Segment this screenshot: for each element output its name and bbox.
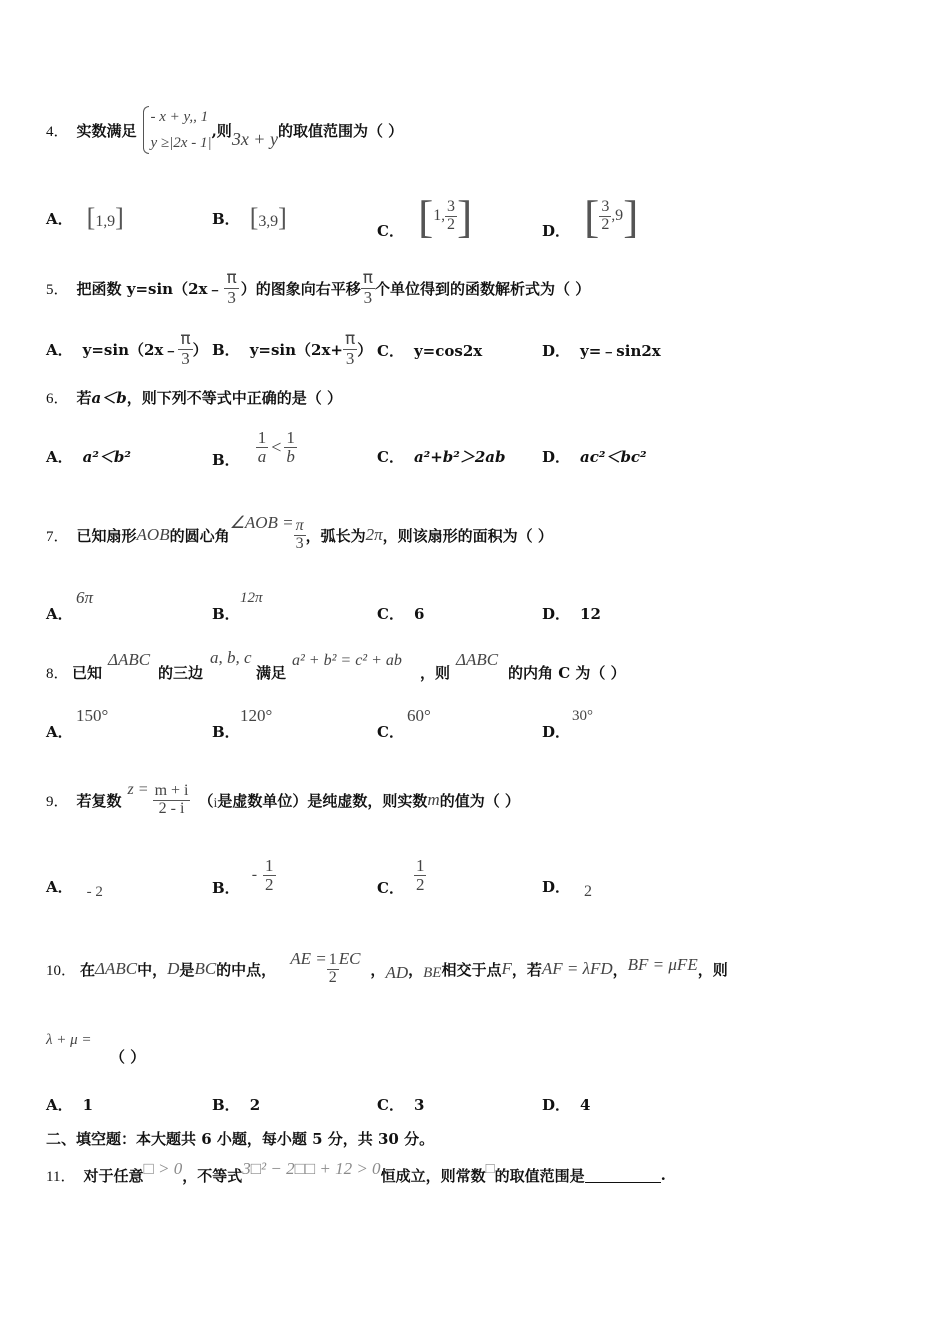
fraction: $\frac{1}{b}$: [286, 427, 295, 466]
stem-text: 的值为（ ）: [439, 791, 520, 810]
option-label: A．: [46, 723, 73, 741]
question-6-stem: [46, 387, 342, 408]
bracket: [: [86, 203, 96, 232]
stem-text: 若复数: [76, 791, 122, 810]
segment-bc: BC: [194, 959, 217, 978]
stem-text: ，则: [420, 664, 451, 682]
math-condition: □ > 0: [143, 1159, 183, 1178]
option-label: C．: [377, 723, 404, 741]
option-text: ac²＜bc²: [580, 448, 647, 466]
fraction: $\frac{\pi}{3}$: [344, 328, 356, 368]
fraction: $\frac{3}{2}$: [447, 197, 456, 233]
triangle: ΔABC: [95, 959, 138, 978]
stem-text: 满足: [256, 664, 287, 682]
bracket: ]: [623, 190, 639, 242]
math-expression: 3x + y: [231, 128, 278, 149]
fraction: $\frac{m + i}{2 - i}$: [154, 781, 189, 817]
option-text: 2: [249, 1096, 261, 1114]
option-label: A．: [46, 605, 73, 623]
bracket: ]: [278, 203, 287, 232]
option-text: 12π: [240, 590, 263, 606]
bracket: ]: [457, 190, 473, 242]
option-label: B．: [212, 209, 240, 228]
option-b[interactable]: [212, 850, 276, 900]
question-11-stem: [46, 1158, 666, 1192]
system-line-1: - x + y,, 1: [150, 109, 209, 125]
option-d[interactable]: D． [ $\frac{3}{2}$ , 9 ]: [542, 190, 639, 242]
option-label: D．: [542, 878, 571, 896]
stem-text: ，则: [697, 960, 728, 979]
option-label: C．: [377, 221, 404, 240]
option-c[interactable]: [377, 850, 426, 900]
system-line-2: y ≥|2x - 1|: [150, 135, 212, 151]
option-label: C．: [377, 1096, 404, 1114]
option-c[interactable]: [377, 340, 482, 361]
separator: ，: [370, 960, 386, 979]
stem-text: 的三边: [158, 664, 204, 682]
stem-text: ，若: [511, 960, 542, 979]
option-label: D．: [542, 605, 571, 623]
fraction: $\frac{\pi}{3}$: [180, 328, 191, 368]
option-label: D．: [542, 221, 571, 240]
question-number: 7．: [46, 528, 69, 545]
bracket: [: [584, 190, 600, 242]
option-b[interactable]: [212, 422, 297, 472]
interval-right: 9: [270, 213, 279, 230]
option-a[interactable]: [46, 326, 208, 372]
option-label: B．: [212, 1096, 240, 1114]
arc-length: 2π: [365, 525, 383, 544]
option-c[interactable]: [377, 1094, 424, 1115]
stem-text: （ ）: [110, 1048, 146, 1066]
option-text: y=cos2x: [413, 342, 483, 360]
stem-text: ）的图象向右平移: [240, 279, 361, 298]
stem-text: 的内角 C 为（ ）: [508, 664, 626, 682]
stem-text: ，弧长为: [305, 526, 366, 545]
triangle: ΔABC: [456, 650, 499, 669]
stem-text: 已知: [72, 664, 103, 682]
stem-text: 实数满足: [76, 121, 137, 140]
inequality-system: [141, 104, 212, 156]
stem-text: 是虚数单位）是纯虚数，则实数: [217, 791, 428, 810]
option-label: B．: [212, 340, 240, 359]
stem-text: 的取值范围为（ ）: [277, 121, 404, 140]
vector-ec: EC: [338, 949, 361, 968]
stem-text: （: [198, 791, 214, 810]
option-label: C．: [377, 605, 404, 623]
question-number: 4．: [46, 123, 69, 140]
question-5-stem: [46, 265, 590, 311]
bracket: [: [417, 190, 434, 242]
stem-text: 把函数 y=sin（2x﹣: [76, 279, 223, 298]
minus-sign: -: [251, 866, 258, 883]
option-text: ）: [357, 340, 373, 359]
option-b[interactable]: [212, 1094, 260, 1115]
option-text: 6π: [76, 588, 94, 607]
stem-text: .: [660, 1166, 666, 1184]
option-a[interactable]: [46, 876, 103, 900]
fraction: $\frac{\pi}{3}$: [295, 516, 304, 552]
question-number: 11．: [46, 1168, 76, 1185]
section-heading: 二、填空题：本大题共 6 小题，每小题 5 分，共 30 分。: [46, 1130, 435, 1148]
bracket: [: [249, 203, 259, 232]
question-number: 10．: [46, 962, 77, 979]
option-text: 30°: [572, 708, 593, 724]
stem-text: 的中点，: [216, 960, 277, 979]
stem-text: ，则下列不等式中正确的是（ ）: [126, 389, 342, 407]
option-text: 1: [82, 1096, 94, 1114]
interval-right: 9: [615, 207, 624, 224]
separator: ，: [408, 960, 424, 979]
option-text: y=sin（2x+: [249, 340, 343, 359]
stem-text: 的取值范围是: [494, 1166, 585, 1185]
option-label: B．: [212, 878, 240, 897]
stem-text: 的圆心角: [169, 526, 230, 545]
option-label: D．: [542, 723, 571, 741]
option-text: 2: [584, 883, 593, 900]
option-text: y=﹣sin2x: [580, 342, 661, 360]
fraction: $\frac{\pi}{3}$: [362, 267, 373, 307]
option-text: 12: [580, 605, 601, 623]
option-a[interactable]: A． [1,9]: [46, 203, 124, 232]
option-d[interactable]: [542, 603, 601, 624]
option-b[interactable]: [212, 326, 372, 372]
option-text: ）: [192, 340, 208, 359]
stem-text: 个单位得到的函数解析式为（ ）: [374, 279, 591, 298]
point-d: D: [167, 959, 180, 978]
option-label: A．: [46, 209, 73, 228]
fraction: $\frac{1}{2}$: [415, 855, 425, 894]
vector-equation: AE =: [290, 949, 327, 968]
point-f: F: [501, 959, 512, 978]
constant-variable: □: [485, 1160, 495, 1177]
option-text: 3: [413, 1096, 425, 1114]
operator: <: [271, 436, 282, 457]
option-label: B．: [212, 723, 240, 741]
option-label: B．: [212, 450, 240, 469]
vector-equation: BF = μFE: [627, 955, 698, 974]
stem-text: ，则该扇形的面积为（ ）: [382, 526, 553, 545]
option-d[interactable]: [542, 876, 593, 900]
stem-text: 已知扇形: [76, 526, 137, 545]
segment-be: BE: [423, 964, 442, 981]
option-text: 4: [580, 1096, 591, 1114]
interval-left: 3: [258, 213, 267, 230]
interval-left: 1: [95, 213, 104, 230]
imaginary-unit: i: [213, 796, 218, 811]
fraction: $\frac{\pi}{3}$: [226, 267, 237, 307]
segment-ad: AD: [385, 963, 409, 982]
stem-text: 若: [76, 389, 92, 407]
stem-text: 恒成立，则常数: [380, 1166, 486, 1185]
option-label: A．: [46, 1096, 73, 1114]
question-10-stem: [46, 938, 728, 1000]
fraction: $\frac{1}{a}$: [257, 427, 267, 466]
triangle: ΔABC: [108, 650, 151, 669]
option-d[interactable]: [542, 1094, 590, 1115]
stem-text: ,则: [211, 121, 232, 140]
option-b[interactable]: B． [3,9]: [212, 203, 287, 232]
separator: ，: [612, 960, 628, 979]
angle-expression: ∠AOB =: [229, 513, 294, 532]
option-text: a²＜b²: [82, 448, 131, 466]
math-condition: a＜b: [91, 389, 127, 407]
math-expression: λ + μ =: [46, 1032, 92, 1048]
option-text: 150°: [76, 706, 109, 725]
fraction: $\frac{1}{2}$: [265, 855, 274, 894]
option-text: y=sin（2x﹣: [82, 340, 179, 359]
option-text: 60°: [407, 706, 431, 725]
option-label: D．: [542, 448, 571, 466]
option-d[interactable]: [542, 340, 661, 361]
option-label: A．: [46, 340, 73, 359]
bracket: ]: [115, 203, 124, 232]
stem-text: 相交于点: [441, 960, 502, 979]
question-number: 8．: [46, 666, 69, 682]
vector-equation: AF = λFD: [541, 959, 613, 978]
question-number: 9．: [46, 793, 69, 810]
option-label: B．: [212, 605, 240, 623]
stem-text: 在: [80, 960, 96, 979]
stem-text: 中，: [137, 960, 168, 979]
variable-m: m: [427, 790, 440, 809]
side-equation: a² + b² = c² + ab: [292, 652, 402, 669]
option-c[interactable]: [377, 446, 506, 467]
option-label: D．: [542, 342, 571, 360]
question-7-stem: [46, 508, 553, 562]
option-d[interactable]: [542, 446, 647, 467]
question-4-stem: [46, 100, 403, 160]
option-text: 120°: [240, 706, 273, 725]
answer-blank[interactable]: [585, 1168, 661, 1183]
option-label: D．: [542, 1096, 571, 1114]
fraction: $\frac{3}{2}$: [601, 197, 610, 233]
option-a[interactable]: [46, 1094, 93, 1115]
option-c[interactable]: C． [ 1 , $\frac{3}{2}$ ]: [377, 190, 473, 242]
option-label: A．: [46, 448, 73, 466]
stem-text: 对于任意: [83, 1166, 144, 1185]
option-text: 6: [413, 605, 425, 623]
option-label: C．: [377, 342, 404, 360]
option-c[interactable]: [377, 603, 424, 624]
question-number: 5．: [46, 281, 69, 298]
math-inequality: 3□² − 2□□ + 12 > 0: [242, 1159, 381, 1178]
question-9-stem: [46, 768, 520, 832]
complex-variable: z =: [127, 781, 149, 798]
option-label: C．: [377, 878, 404, 897]
stem-text: 是: [179, 960, 195, 979]
option-text: a²+b²＞2ab: [413, 448, 506, 466]
question-number: 6．: [46, 391, 69, 407]
side-names: a, b, c: [210, 648, 252, 667]
sector-name: AOB: [136, 525, 170, 544]
option-text: - 2: [86, 884, 103, 900]
interval-left: 1: [433, 207, 442, 224]
fraction: $\frac{1}{2}$: [328, 950, 337, 986]
interval-right: 9: [107, 213, 116, 230]
option-label: A．: [46, 878, 73, 896]
option-label: C．: [377, 448, 404, 466]
option-a[interactable]: [46, 446, 131, 467]
stem-text: ，不等式: [182, 1166, 243, 1185]
